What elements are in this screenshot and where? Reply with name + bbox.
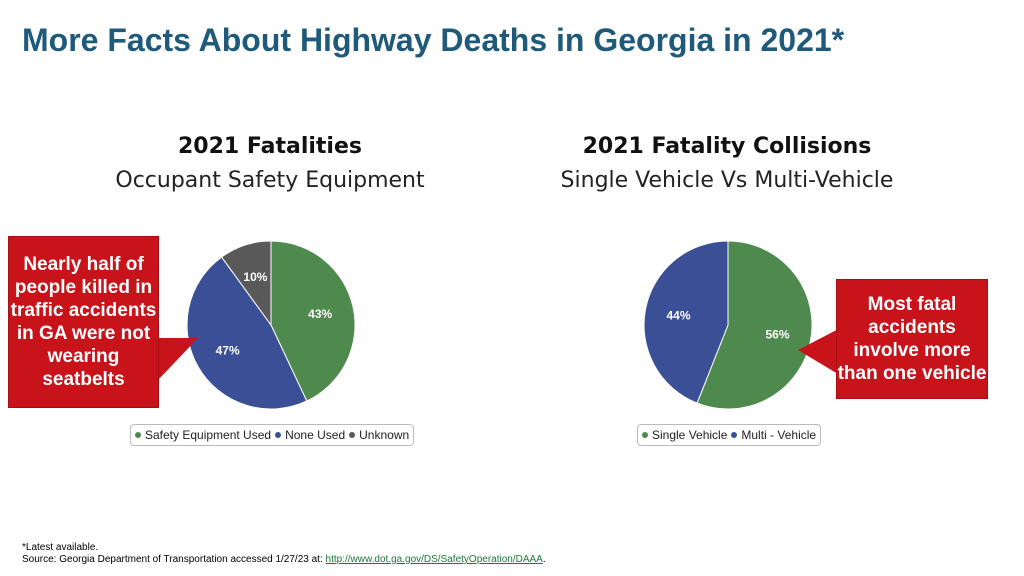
- pie-chart-fatalities: [186, 240, 356, 410]
- chart-title: 2021 Fatalities: [178, 134, 362, 159]
- legend-swatch: [349, 432, 355, 438]
- data-label: 56%: [765, 327, 790, 342]
- data-label: 43%: [308, 307, 333, 322]
- legend-item: [135, 428, 271, 442]
- callout-arrow-left: [150, 330, 210, 390]
- source-period: .: [542, 554, 546, 565]
- legend-label: Single Vehicle: [652, 428, 728, 442]
- callout-seatbelts: Nearly half of people killed in traffic accidents in GA were not wearing seatbelts: [8, 236, 159, 408]
- source-link[interactable]: http://www.dot.ga.gov/DS/SafetyOperation/DAAA: [325, 554, 543, 565]
- legend-item: [642, 428, 727, 442]
- chart-subtitle: Occupant Safety Equipment: [115, 168, 425, 193]
- callout-multi-vehicle: Most fatal accidents involve more than one vehicle: [836, 279, 988, 399]
- chart-header-left: [60, 130, 480, 198]
- legend-swatch: [642, 432, 648, 438]
- page-title: More Facts About Highway Deaths in Georgia in 2021*: [22, 22, 845, 58]
- legend-swatch: [731, 432, 737, 438]
- chart-title: 2021 Fatality Collisions: [582, 134, 872, 159]
- footnote: [22, 542, 546, 566]
- chart-subtitle: Single Vehicle Vs Multi-Vehicle: [560, 168, 894, 193]
- legend-swatch: [135, 432, 141, 438]
- data-label: 44%: [666, 308, 691, 323]
- footnote-latest: *Latest available.: [22, 542, 99, 553]
- legend-swatch: [275, 432, 281, 438]
- pie-chart-collisions: [643, 240, 813, 410]
- chart-header-right: [517, 130, 937, 198]
- footnote-source: [22, 554, 546, 566]
- legend-item: [349, 428, 409, 442]
- legend-label: None Used: [285, 428, 346, 442]
- legend-item: [731, 428, 816, 442]
- legend-label: Unknown: [359, 428, 410, 442]
- data-label: 10%: [243, 270, 268, 285]
- data-label: 47%: [215, 343, 240, 358]
- legend-label: Multi - Vehicle: [741, 428, 817, 442]
- legend-item: [275, 428, 345, 442]
- legend-fatalities: [130, 424, 414, 446]
- source-text: Source: Georgia Department of Transportation accessed 1/27/23 at:: [22, 554, 326, 565]
- legend-collisions: [637, 424, 821, 446]
- legend-label: Safety Equipment Used: [145, 428, 272, 442]
